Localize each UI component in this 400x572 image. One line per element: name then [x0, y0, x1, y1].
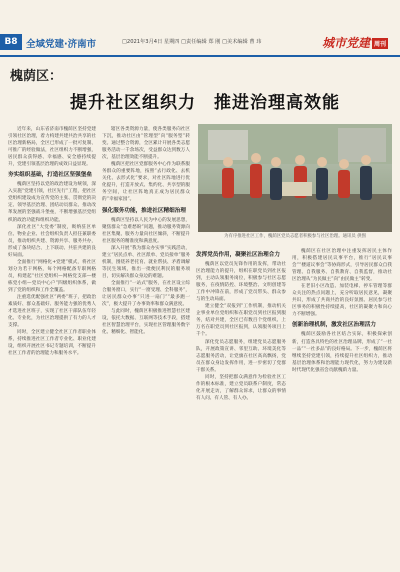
body-paragraph: 深化党员志愿服务，组建党员志愿服务队，开展政策宣讲、邻里互助、环境美化等志愿服务活动，让党旗在社区高高飘扬，党员在群众身边发挥作用，进一步密切了党群干群关系。 [196, 339, 286, 373]
news-photo [198, 124, 392, 232]
publication-info: □2021年3月4日 星期四 □责任编辑 郑 刚 □美术编辑 曹 玮 [122, 39, 262, 45]
section-name: 全域党建·济南市 [26, 39, 97, 50]
body-paragraph: 近年来，山东省济南市槐荫区坚持党建引领社区治理，着力构建共建共治共享的社区治理新格局，全区已形成了一批可复制、可推广的经验做法，社区组织力不断增强，居民群众获得感、幸福感、安全感持续提升，党建引领基层治理的成效日益显现。 [8, 127, 96, 168]
photo-caption: 为有序推进社区工作，槐荫区党员志愿者积极参与社区治理。通讯员 供图 [224, 234, 366, 239]
article-column-1 [8, 126, 96, 566]
body-paragraph: 全面推行“网格化+党建”模式，将社区划分为若干网格，每个网格配备专职网格员，构建起“社区党组织—网格党支部—楼栋党小组—党员中心户”四级组织体系，做到了党的组织和工作全覆盖。 [8, 259, 96, 293]
masthead-logo [322, 34, 388, 51]
body-paragraph: 同时，坚持把群众满意作为检验社区工作的根本标准，建立党员联系户制度，常态化开展走访，了解群众诉求，让群众的事情有人问、有人管、有人办。 [196, 374, 286, 401]
body-paragraph: 与此同时，槐荫区积极推进智慧社区建设，依托大数据、互联网等技术手段，搭建社区智慧治理平台，实现社区管理服务数字化、精细化、智能化。 [102, 309, 190, 336]
body-paragraph: 辖区各类资源力量，使各类服务向社区下沉，推动社区由“管理型”向“服务型”转变。通过整合资源，全区累计开展各类志愿服务活动一千余场次，受益群众达到数万人次，基层治理效能不断提升。 [102, 127, 190, 161]
body-paragraph: 槐荫区鼓励各社区结合实际，积极探索创新，打造各具特色的社区治理品牌，形成了“一社一品”“一社多品”的良好格局。下一步，槐荫区将继续坚持党建引领，持续提升社区组织力，推动基层治理体系和治理能力现代化，努力为建设新时代现代化强省会贡献槐荫力量。 [292, 332, 392, 373]
body-paragraph: 槐荫区以党员先锋作用的发挥，带动社区治理能力的提升，组织在职党员到社区报到，主动认领服务岗位，积极参与社区志愿服务，在疫情防控、环境整治、文明创建等工作中冲锋在前，形成了党员带头、群众参与的生动局面。 [196, 262, 286, 303]
page-header [0, 34, 400, 54]
logo-badge: 周刊 [372, 38, 388, 49]
headline-kicker: 槐荫区： [10, 69, 63, 84]
body-paragraph: 深入开展“我为群众办实事”实践活动，建立“居民点单、社区派单、党员接单”服务机制，围绕养老托育、就业帮扶、矛盾调解等民生领域，推出一批便民利民的服务项目，切实解决群众身边的难题。 [102, 245, 190, 279]
news-photo-image [198, 124, 392, 232]
body-paragraph: 同时，全区建立健全社区工作者职业体系，持续推进社区工作者专业化、职业化建设，组织开展社区书记专题培训，不断提升社区工作者的治理能力和服务水平。 [8, 330, 96, 357]
article-column-4 [292, 248, 392, 566]
subheading: 强化服务功能，推进社区精细治理 [102, 207, 186, 214]
body-paragraph: 槐荫区在社区治理中注重发挥居民主体作用，积极搭建居民议事平台，推行“居民议事会”“楼道议事会”等协商形式，引导居民群众自我管理、自我服务、自我教育、自我监督，推动社区治理从“为民做主”向“由民做主”转变。 [292, 249, 392, 283]
page-number-tag: B8 [0, 34, 22, 50]
subheading: 发挥党员作用，凝聚社区治理合力 [196, 252, 280, 258]
subheading: 创新治理机制，激发社区治理活力 [292, 322, 376, 329]
headline-title: 提升社区组织力 推进治理高效能 [70, 93, 340, 113]
body-paragraph: 深化社区“大党委”制度，吸纳驻区单位、物业企业、社会组织负责人担任兼职委员，推动组织共建、资源共享、服务共办，形成了条块结合、上下联动、共驻共建的良好局面。 [8, 224, 96, 258]
subheading: 夯实组织基础，打造社区坚强堡垒 [8, 172, 92, 179]
body-paragraph: 槐荫区坚持以人民为中心的发展思想，聚焦群众“急难愁盼”问题，推动服务资源向社区集聚、服务力量向社区倾斜，不断提升社区服务的精准度和满意度。 [102, 217, 190, 244]
body-paragraph: 在老旧小区改造、加装电梯、停车管理等群众关注的热点问题上，充分听取居民意见，凝聚共识，形成了共商共治的良好氛围。居民参与社区事务的积极性持续提高，社区的凝聚力和向心力不断增强。 [292, 284, 392, 318]
body-paragraph: 槐荫区把社区党群服务中心作为联系服务群众的重要阵地，按照“去行政化、去机关化、去形式化”要求，对社区阵地进行优化提升，打造开放式、集约化、共享型的服务空间，让社区阵地真正成为居民群众的“幸福家园”。 [102, 162, 190, 203]
body-paragraph: 建立健全“双报到”工作机制，推动机关企事业单位党组织和在职党员到社区报到服务，结对共建，全区已有数百个党组织、上万名在职党员到社区报到，认领服务项目上千个。 [196, 304, 286, 338]
article-column-3 [196, 248, 286, 566]
body-paragraph: 全面推行“一站式”服务，在社区设立综合服务窗口，实行“一窗受理、全科服务”，让居民群众办事“只进一扇门”“最多跑一次”，极大提升了办事效率和群众满意度。 [102, 280, 190, 308]
logo-text: 城市党建 [322, 36, 371, 50]
body-paragraph: 注重选优配强社区“两委”班子，把政治素质好、群众基础好、服务能力强的优秀人才选进社区班子，实现了社区干部队伍年轻化、专业化，为社区治理提供了有力的人才支撑。 [8, 295, 96, 329]
body-paragraph: 槐荫区坚持以党的政治建设为统领，深入实施“党建引领，社区先行”工程，把社区党组织建设成为宣传党的主张、贯彻党的决定、领导基层治理、团结动员群众、推动改革发展的坚强战斗堡垒，不断增强基层党组织的政治功能和组织功能。 [8, 182, 96, 223]
article-column-2 [102, 126, 190, 566]
header-rule [0, 55, 400, 57]
